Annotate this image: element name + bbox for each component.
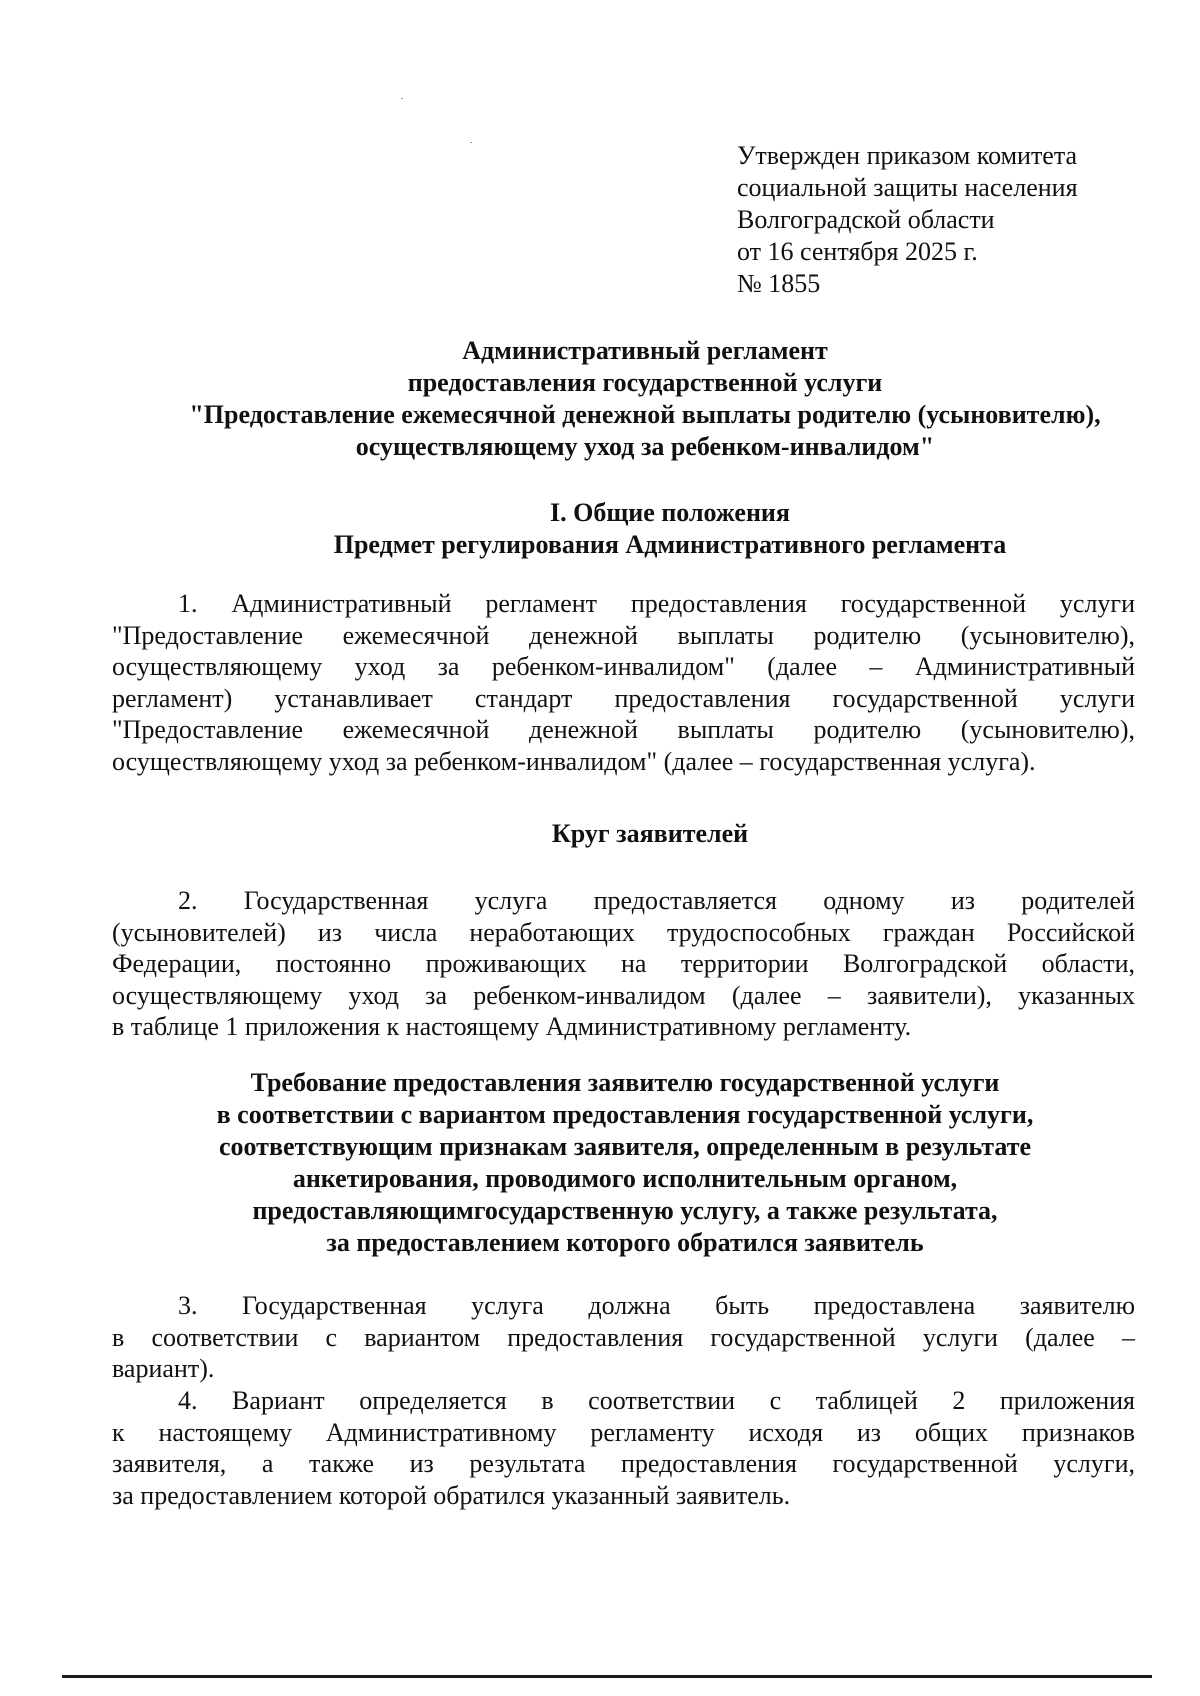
paragraph-line: "Предоставление ежемесячной денежной выплаты родителю (усыновителю),	[112, 620, 1135, 650]
subheading-text: в соответствии с вариантом предоставления государственной услуги,	[216, 1100, 1034, 1129]
scan-speck	[401, 98, 403, 99]
subheading-text: Требование предоставления заявителю государственной услуги	[250, 1068, 1000, 1097]
paragraph-line: в таблице 1 приложения к настоящему Административному регламенту.	[112, 1012, 912, 1041]
paragraph-line: осуществляющему уход за ребенком-инвалидом" (далее – государственная услуга).	[112, 746, 1036, 776]
subheading-text: анкетирования, проводимого исполнительным органом,	[292, 1164, 958, 1193]
paragraph-3	[112, 1290, 1135, 1385]
subheading-text: соответствующим признакам заявителя, определенным в результате	[218, 1132, 1032, 1161]
page-bottom-rule	[62, 1675, 1152, 1678]
paragraph-line: к настоящему Административному регламенту исходя из общих признаков	[112, 1417, 1135, 1447]
approval-line: № 1855	[737, 269, 821, 298]
paragraph-2	[112, 885, 1135, 1043]
section-title: I. Общие положения	[550, 498, 790, 527]
paragraph-line: 1. Административный регламент предоставления государственной услуги	[178, 589, 1135, 618]
paragraph-line: в соответствии с вариантом предоставления государственной услуги (далее –	[112, 1322, 1135, 1352]
title-line: "Предоставление ежемесячной денежной выплаты родителю (усыновителю),	[189, 400, 1101, 429]
paragraph-line: Федерации, постоянно проживающих на территории Волгоградской области,	[112, 949, 1135, 978]
paragraph-1	[112, 588, 1135, 777]
subheading-requirement	[110, 1067, 1140, 1259]
paragraph-line: 2. Государственная услуга предоставляется одному из родителей	[178, 886, 1135, 915]
paragraph-line: заявителя, а также из результата предоставления государственной услуги,	[112, 1449, 1135, 1478]
approval-block	[737, 140, 1078, 300]
title-line: осуществляющему уход за ребенком-инвалидом"	[355, 432, 935, 461]
document-title	[130, 335, 1160, 463]
paragraph-line: (усыновителей) из числа неработающих трудоспособных граждан Российской	[112, 917, 1135, 947]
paragraph-line: за предоставлением которой обратился указанный заявитель.	[112, 1480, 791, 1510]
paragraph-line: 3. Государственная услуга должна быть предоставлена заявителю	[178, 1291, 1135, 1320]
approval-line: от 16 сентября 2025 г.	[737, 237, 978, 266]
section-heading	[155, 497, 1185, 561]
title-line: предоставления государственной услуги	[407, 368, 883, 397]
paragraph-line: осуществляющему уход за ребенком-инвалидом" (далее – Административный	[112, 652, 1135, 681]
approval-line: Волгоградской области	[737, 205, 995, 234]
scan-speck	[470, 142, 472, 143]
title-line: Административный регламент	[462, 336, 828, 365]
subheading-applicants	[135, 818, 1165, 850]
approval-line: Утвержден приказом комитета	[737, 141, 1078, 170]
section-subtitle: Предмет регулирования Административного регламента	[333, 530, 1007, 559]
paragraph-line: осуществляющему уход за ребенком-инвалидом (далее – заявители), указанных	[112, 980, 1135, 1010]
subheading-text: за предоставлением которого обратился заявитель	[326, 1228, 924, 1257]
subheading-text: Круг заявителей	[551, 819, 749, 848]
paragraph-line: 4. Вариант определяется в соответствии с таблицей 2 приложения	[178, 1386, 1135, 1415]
paragraph-4	[112, 1385, 1135, 1511]
paragraph-line: регламент) устанавливает стандарт предоставления государственной услуги	[112, 683, 1135, 713]
approval-line: социальной защиты населения	[737, 173, 1078, 202]
subheading-text: предоставляющимгосударственную услугу, а также результата,	[252, 1196, 998, 1225]
paragraph-line: вариант).	[112, 1354, 215, 1383]
paragraph-line: "Предоставление ежемесячной денежной выплаты родителю (усыновителю),	[112, 715, 1135, 744]
